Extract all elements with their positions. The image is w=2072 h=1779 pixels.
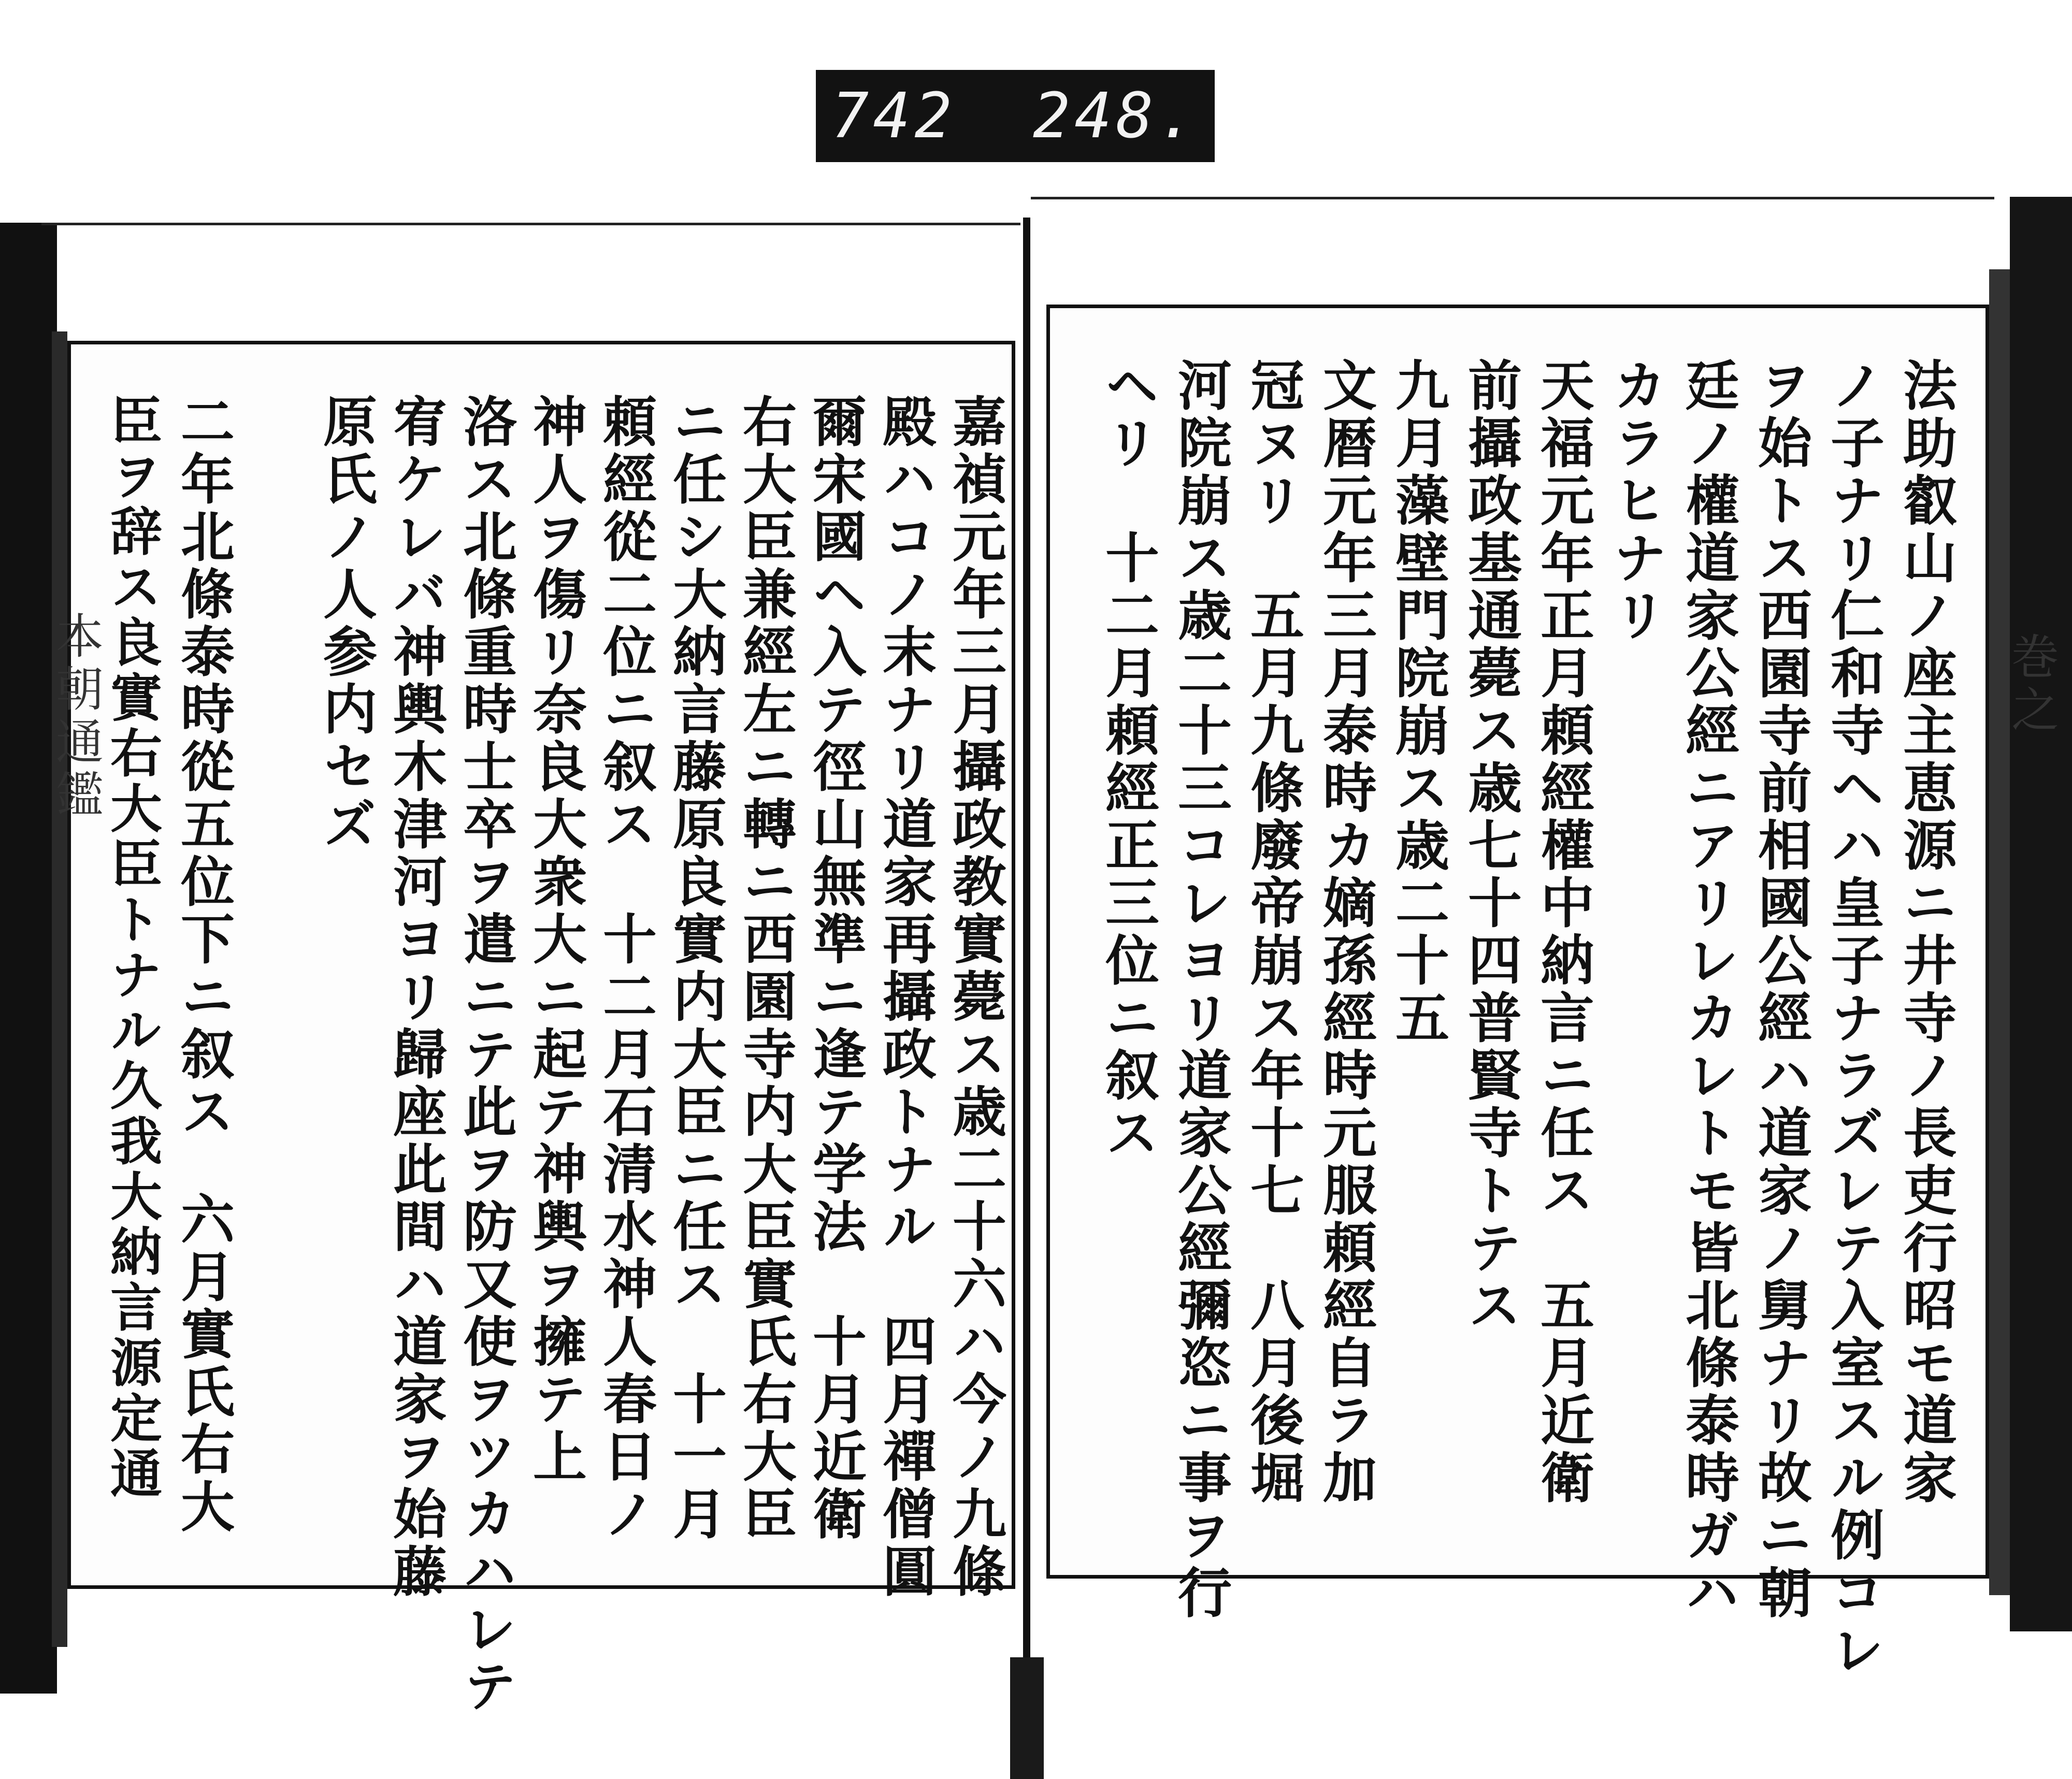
left-col-11: 二年北條泰時從五位下ニ叙ス	[171, 394, 235, 1141]
right-col-3: ヲ始トス西園寺前相國公經ハ道家ノ舅ナリ故ニ朝	[1749, 357, 1812, 1622]
left-col-2: 殿ハコノ末ナリ道家再攝政トナル 四月禪僧圓	[873, 394, 937, 1601]
left-col-9: 宥ケレバ神輿木津河ヨリ歸座此間ハ道家ヲ始藤	[384, 394, 448, 1601]
book-edge-right	[2010, 197, 2072, 1631]
right-col-5: カラヒナリ	[1604, 357, 1667, 645]
right-col-12: ヘリ 十二月頼經正三位ニ叙ス	[1096, 357, 1160, 1162]
spine-shadow	[1010, 1657, 1044, 1779]
archive-number-label	[816, 70, 1215, 162]
book-spine	[1023, 218, 1030, 1657]
left-col-6: 頼經從二位ニ叙ス 十二月石清水神人春日ノ	[594, 394, 657, 1543]
left-col-5: ニ任シ大納言藤原良實内大臣ニ任ス 十一月	[664, 394, 727, 1543]
left-col-1: 嘉禎元年三月攝政教實薨ス歳二十六ハ今ノ九條	[943, 394, 1007, 1601]
left-col-8: 洛ス北條重時士卒ヲ遣ニテ此ヲ防又使ヲツカハレテ	[454, 394, 517, 1716]
right-col-9: 文暦元年三月泰時カ嫡孫經時元服頼經自ラ加	[1314, 357, 1377, 1507]
left-col-7: 神人ヲ傷リ奈良大衆大ニ起テ神輿ヲ擁テ上	[524, 394, 587, 1486]
left-col-12: 臣ヲ辞ス良實右大臣トナル久我大納言源定通	[102, 394, 163, 1502]
left-col-11b: 六月實氏右大	[171, 1191, 235, 1536]
left-col-3: 爾宋國ヘ入テ徑山無準ニ逢テ学法 十月近衛	[803, 394, 867, 1543]
right-col-2: ノ子ナリ仁和寺ヘハ皇子ナラズレテ入室スル例コレ	[1821, 357, 1885, 1680]
right-col-8: 九月藻壁門院崩ス歳二十五	[1386, 357, 1450, 1047]
archive-number-right: 248.	[1033, 80, 1199, 152]
left-margin-text: 本朝通鑑	[48, 611, 104, 822]
right-margin-text: 巻之	[2004, 632, 2059, 737]
right-col-11: 河院崩ス歳二十三コレヨリ道家公經彌恣ニ事ヲ行	[1169, 357, 1232, 1622]
left-col-10: 原氏ノ人参内セズ	[314, 394, 378, 854]
right-col-1: 法助叡山ノ座主恵源ニ井寺ノ長吏行昭モ道家	[1894, 357, 1958, 1507]
right-col-6: 天福元年正月頼經權中納言ニ任ス 五月近衛	[1531, 357, 1595, 1507]
archive-number-left: 742	[831, 80, 956, 152]
left-col-4: 右大臣兼經左ニ轉ニ西園寺内大臣實氏右大臣	[733, 394, 797, 1543]
right-col-10: 冠ヌリ 五月九條廢帝崩ス年十七 八月後堀	[1241, 357, 1305, 1507]
right-col-7: 前攝政基通薨ス歳七十四普賢寺トテス	[1459, 357, 1522, 1335]
right-col-4: 廷ノ權道家公經ニアリレカレトモ皆北條泰時ガハ	[1676, 357, 1740, 1622]
